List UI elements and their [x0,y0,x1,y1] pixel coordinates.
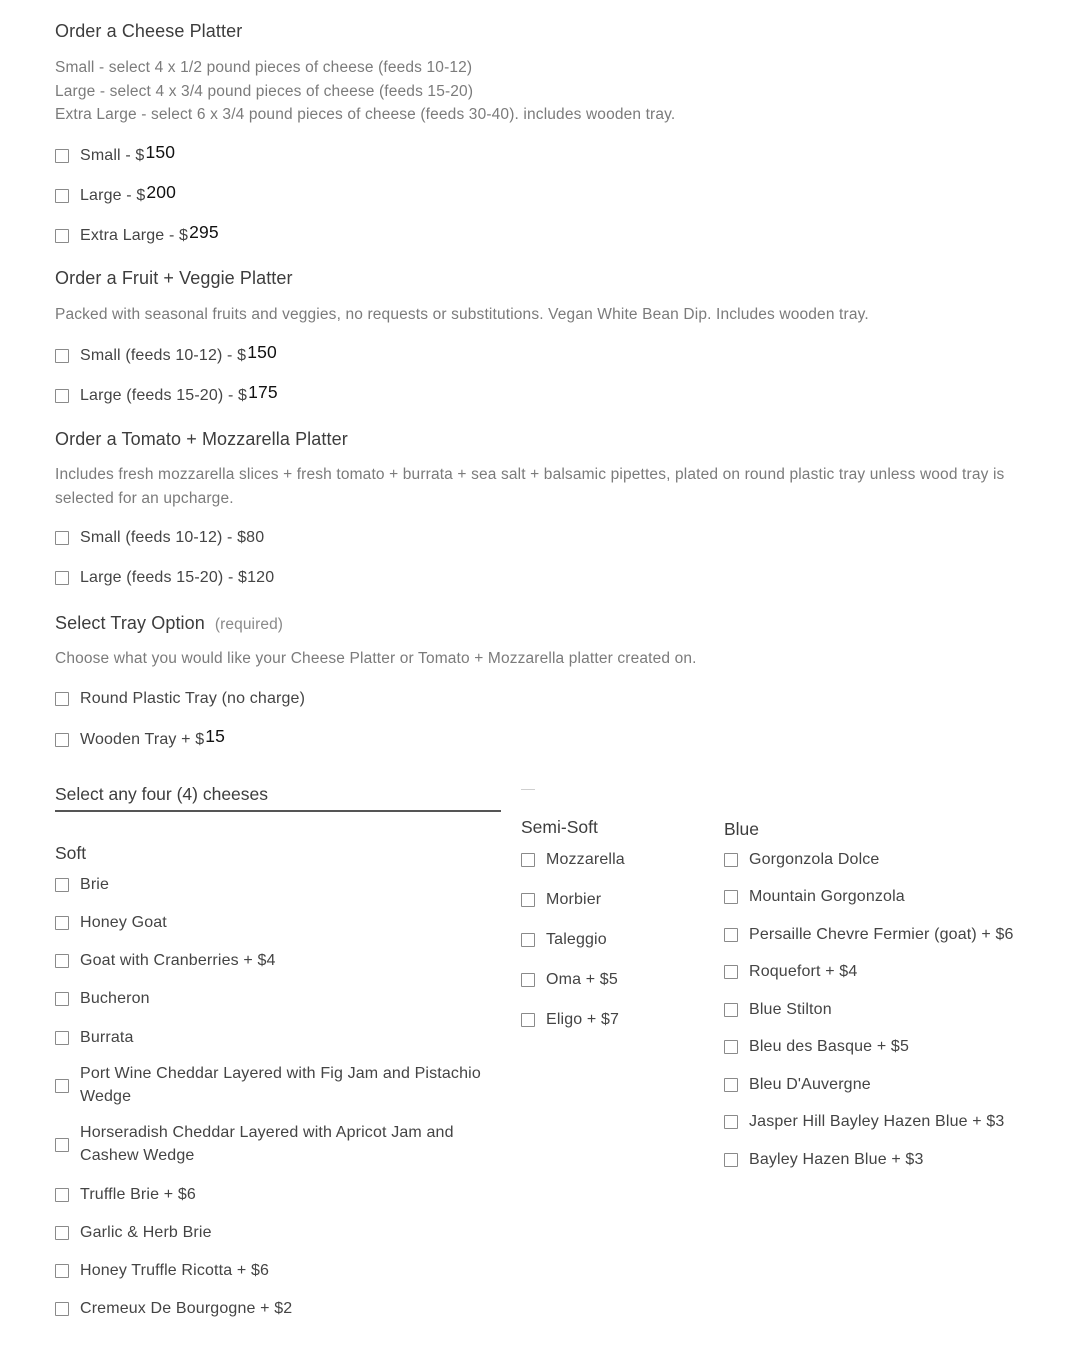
item-label: Garlic & Herb Brie [80,1224,212,1241]
required-indicator: (required) [214,616,284,633]
semisoft-item[interactable] [521,931,607,949]
checkbox[interactable] [724,1153,738,1167]
item-label: Bucheron [80,990,150,1007]
checkbox[interactable] [55,954,69,968]
semisoft-item[interactable] [521,971,618,989]
item-label: Blue Stilton [749,1001,832,1018]
select-cheeses-title: Select any four (4) cheeses [55,784,269,804]
item-label: Roquefort + $4 [749,963,858,980]
checkbox[interactable] [724,1115,738,1129]
checkbox[interactable] [521,973,535,987]
checkbox[interactable] [724,928,738,942]
checkbox[interactable] [521,933,535,947]
checkbox[interactable] [724,1040,738,1054]
item-label: Mozzarella [546,851,625,868]
tray-title-text: Select Tray Option [55,613,205,633]
soft-item[interactable] [55,952,276,970]
tomato-platter-title: Order a Tomato + Mozzarella Platter [55,429,348,449]
option-price: 175 [248,382,278,402]
checkbox[interactable] [55,229,69,243]
option-price: 15 [205,726,226,746]
tray-option-wooden[interactable] [55,726,226,750]
checkbox[interactable] [55,1031,69,1045]
item-label: Burrata [80,1029,134,1046]
fruit-platter-description: Packed with seasonal fruits and veggies, no requests or substitutions. Vegan White Bean Dip. Includes wooden tray. [55,306,869,323]
option-label: Extra Large - $ [80,226,189,244]
option-price: 150 [247,342,277,362]
item-label: Goat with Cranberries + $4 [80,952,276,969]
tomato-option-small[interactable] [55,529,264,547]
checkbox[interactable] [55,189,69,203]
cheese-desc-xl: Extra Large - select 6 x 3/4 pound pieces of cheese (feeds 30-40). includes wooden tray. [55,106,676,123]
checkbox[interactable] [55,531,69,545]
item-label: Morbier [546,891,602,908]
soft-item[interactable] [55,990,150,1008]
blue-item[interactable] [724,1113,1004,1131]
cheese-desc-small: Small - select 4 x 1/2 pound pieces of cheese (feeds 10-12) [55,59,473,76]
semisoft-heading: Semi-Soft [521,817,598,837]
soft-heading: Soft [55,843,87,863]
checkbox[interactable] [724,890,738,904]
checkbox[interactable] [55,1302,69,1316]
item-label: Honey Truffle Ricotta + $6 [80,1262,270,1279]
tomato-platter-description: Includes fresh mozzarella slices + fresh tomato + burrata + sea salt + balsamic pipettes, plated on round plastic tray unless wood tray is selected for an upcharge. [55,466,1005,507]
blue-item[interactable] [724,926,1014,944]
checkbox[interactable] [55,1188,69,1202]
tray-option-description: Choose what you would like your Cheese Platter or Tomato + Mozzarella platter created on. [55,650,697,667]
fruit-option-small[interactable] [55,342,277,366]
option-label: Large (feeds 15-20) - $120 [80,569,275,586]
dash-divider [521,789,535,790]
checkbox[interactable] [55,1226,69,1240]
checkbox[interactable] [55,878,69,892]
item-label: Eligo + $7 [546,1011,620,1028]
cheese-desc-large: Large - select 4 x 3/4 pound pieces of cheese (feeds 15-20) [55,82,474,100]
tomato-option-large[interactable] [55,569,274,587]
option-price: 150 [145,142,176,162]
item-label: Truffle Brie + $6 [80,1186,196,1203]
item-label: Honey Goat [80,914,167,931]
soft-item[interactable] [55,1186,196,1204]
option-label: Wooden Tray + $ [80,730,205,748]
checkbox[interactable] [724,1003,738,1017]
option-label: Small - $ [80,146,145,164]
checkbox[interactable] [55,1264,69,1278]
option-label: Large - $ [80,186,146,204]
checkbox[interactable] [521,1013,535,1027]
blue-item[interactable] [724,888,905,906]
item-label: Brie [80,876,110,893]
soft-item[interactable] [55,876,109,894]
checkbox[interactable] [55,692,69,706]
cheese-platter-title: Order a Cheese Platter [55,21,243,41]
item-label: Bleu des Basque + $5 [749,1038,910,1055]
cheese-option-small[interactable] [55,142,176,166]
item-label: Oma + $5 [546,971,618,988]
soft-item[interactable] [55,1122,485,1167]
checkbox[interactable] [521,853,535,867]
option-label: Small (feeds 10-12) - $80 [80,529,265,546]
item-label: Bayley Hazen Blue + $3 [749,1151,924,1168]
checkbox[interactable] [55,992,69,1006]
checkbox[interactable] [55,571,69,585]
checkbox[interactable] [55,916,69,930]
semisoft-item[interactable] [521,891,601,909]
item-label: Gorgonzola Dolce [749,851,880,868]
option-label: Small (feeds 10-12) - $ [80,346,247,364]
semisoft-item[interactable] [521,851,625,869]
checkbox[interactable] [521,893,535,907]
item-label: Cremeux De Bourgogne + $2 [80,1300,293,1317]
item-label: Port Wine Cheddar Layered with Fig Jam and Pistachio Wedge [80,1065,481,1105]
blue-item[interactable] [724,851,879,869]
fruit-option-large[interactable] [55,382,278,406]
option-price: 295 [189,222,219,242]
section-divider [55,810,501,812]
item-label: Jasper Hill Bayley Hazen Blue + $3 [749,1113,1005,1130]
soft-item[interactable] [55,1224,212,1242]
checkbox[interactable] [55,349,69,363]
checkbox[interactable] [724,1078,738,1092]
checkbox[interactable] [55,149,69,163]
soft-item[interactable] [55,1300,292,1318]
item-label: Taleggio [546,931,607,948]
checkbox[interactable] [724,965,738,979]
item-label: Bleu D'Auvergne [749,1076,871,1093]
blue-heading: Blue [724,819,760,839]
semisoft-item[interactable] [521,1011,619,1029]
soft-item[interactable] [55,1262,269,1280]
blue-item[interactable] [724,1076,871,1094]
item-label: Persaille Chevre Fermier (goat) + $6 [749,926,1014,943]
checkbox[interactable] [55,733,69,747]
checkbox[interactable] [55,1138,69,1152]
soft-item[interactable] [55,1063,485,1108]
soft-item[interactable] [55,1029,134,1047]
blue-item[interactable] [724,1151,924,1169]
blue-item[interactable] [724,963,857,981]
item-label: Horseradish Cheddar Layered with Apricot Jam and Cashew Wedge [80,1124,454,1164]
cheese-option-large[interactable] [55,182,177,206]
checkbox[interactable] [724,853,738,867]
cheese-option-extra-large[interactable] [55,222,219,246]
option-label: Large (feeds 15-20) - $ [80,386,248,404]
checkbox[interactable] [55,389,69,403]
blue-item[interactable] [724,1038,909,1056]
fruit-platter-title: Order a Fruit + Veggie Platter [55,268,293,288]
tray-option-plastic[interactable] [55,690,305,708]
tray-option-title [55,613,283,634]
option-price: 200 [146,182,177,202]
cheese-platter-description [55,56,1035,127]
option-label: Round Plastic Tray (no charge) [80,690,306,707]
blue-item[interactable] [724,1001,832,1019]
item-label: Mountain Gorgonzola [749,888,905,905]
checkbox[interactable] [55,1079,69,1093]
soft-item[interactable] [55,914,167,932]
